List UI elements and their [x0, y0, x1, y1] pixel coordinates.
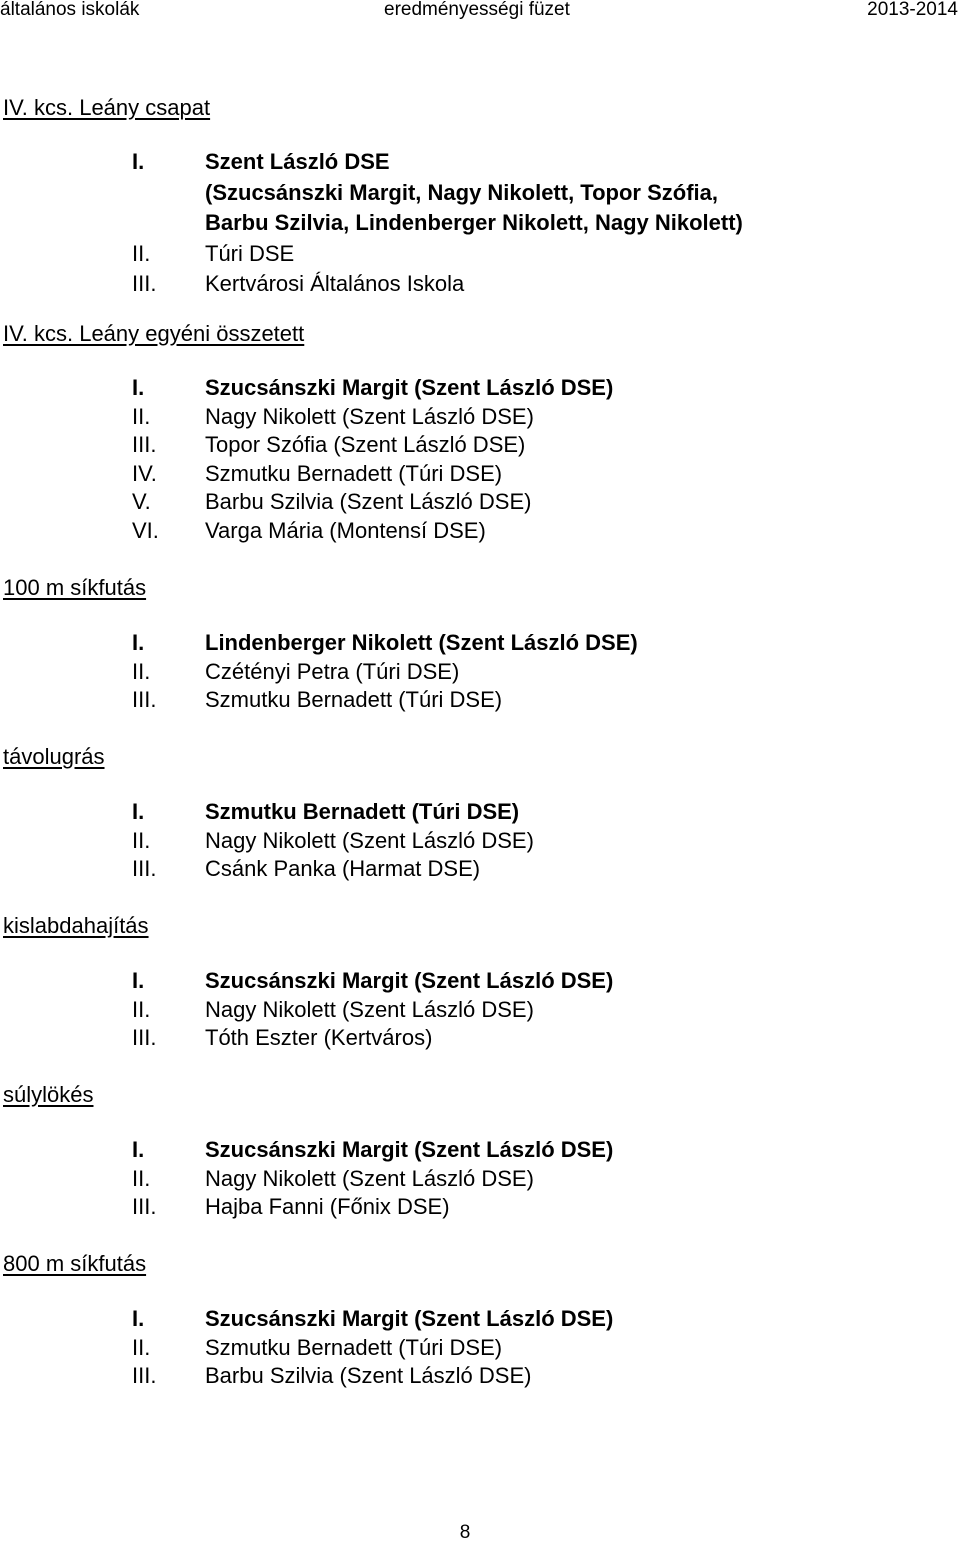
list-item [0, 827, 960, 856]
header-center: eredményességi füzet [384, 0, 570, 20]
rank: I. [132, 1306, 145, 1331]
list-item [0, 179, 960, 210]
list-item [0, 460, 960, 489]
page-header [0, 0, 960, 22]
section-list-800m [0, 1305, 960, 1391]
list-item [0, 403, 960, 432]
list-item [0, 270, 960, 301]
list-item [0, 240, 960, 271]
rank: I. [132, 149, 145, 174]
section-title-shot-put: súlylökés [3, 1082, 94, 1107]
rank: III. [132, 856, 157, 881]
section-title-ball-throw: kislabdahajítás [3, 913, 149, 938]
rank: II. [132, 827, 151, 853]
section-title-100m: 100 m síkfutás [3, 575, 147, 600]
list-item [0, 1362, 960, 1391]
rank: I. [132, 968, 145, 993]
list-item [0, 658, 960, 687]
section-list-long-jump [0, 798, 960, 884]
section-list-shot-put [0, 1136, 960, 1222]
rank: II. [132, 240, 151, 266]
list-item [0, 996, 960, 1025]
rank: VI. [132, 517, 159, 543]
list-item [0, 517, 960, 546]
list-item [0, 1165, 960, 1194]
rank: III. [132, 687, 157, 712]
section-title-team: IV. kcs. Leány csapat [3, 95, 211, 120]
result-text: Nagy Nikolett (Szent László DSE) [205, 996, 534, 1022]
list-item [0, 488, 960, 517]
result-text: Szmutku Bernadett (Túri DSE) [205, 799, 520, 824]
result-text: Szmutku Bernadett (Túri DSE) [205, 1334, 503, 1360]
list-item [0, 1193, 960, 1222]
section-list-individual [0, 374, 960, 545]
result-text: Szmutku Bernadett (Túri DSE) [205, 460, 503, 486]
list-item [0, 686, 960, 715]
list-item [0, 1305, 960, 1334]
result-text: Szucsánszki Margit (Szent László DSE) [205, 968, 614, 993]
rank: III. [132, 271, 157, 296]
section-title-long-jump: távolugrás [3, 744, 105, 769]
list-item [0, 629, 960, 658]
rank: I. [132, 1137, 145, 1162]
list-item [0, 209, 960, 240]
result-text: Nagy Nikolett (Szent László DSE) [205, 827, 534, 853]
result-text: Szucsánszki Margit (Szent László DSE) [205, 375, 614, 400]
rank: II. [132, 658, 151, 684]
result-text: Szmutku Bernadett (Túri DSE) [205, 687, 503, 712]
rank: II. [132, 996, 151, 1022]
result-text: Barbu Szilvia (Szent László DSE) [205, 1363, 532, 1388]
result-text: Barbu Szilvia (Szent László DSE) [205, 489, 532, 514]
result-text: Szucsánszki Margit (Szent László DSE) [205, 1306, 614, 1331]
rank: I. [132, 799, 145, 824]
rank: IV. [132, 460, 157, 486]
result-text: Barbu Szilvia, Lindenberger Nikolett, Nagy Nikolett) [205, 210, 743, 235]
result-text: Szent László DSE [205, 149, 390, 174]
list-item [0, 148, 960, 179]
section-list-team [0, 148, 960, 301]
header-right: 2013-2014 [867, 0, 958, 20]
rank: II. [132, 1165, 151, 1191]
result-text: Topor Szófia (Szent László DSE) [205, 432, 526, 457]
header-left: általános iskolák [0, 0, 140, 20]
result-text: (Szucsánszki Margit, Nagy Nikolett, Topor Szófia, [205, 179, 719, 205]
list-item [0, 1136, 960, 1165]
result-text: Kertvárosi Általános Iskola [205, 271, 465, 296]
list-item [0, 374, 960, 403]
result-text: Varga Mária (Montensí DSE) [205, 517, 486, 543]
result-text: Szucsánszki Margit (Szent László DSE) [205, 1137, 614, 1162]
result-text: Czétényi Petra (Túri DSE) [205, 658, 460, 684]
rank: II. [132, 403, 151, 429]
result-text: Túri DSE [205, 240, 295, 266]
section-list-ball-throw [0, 967, 960, 1053]
section-title-individual: IV. kcs. Leány egyéni összetett [3, 321, 305, 346]
rank: V. [132, 489, 151, 514]
section-title-800m: 800 m síkfutás [3, 1251, 147, 1276]
rank: III. [132, 1194, 157, 1219]
list-item [0, 1334, 960, 1363]
rank: I. [132, 375, 145, 400]
result-text: Csánk Panka (Harmat DSE) [205, 856, 481, 881]
rank: III. [132, 432, 157, 457]
rank: III. [132, 1025, 157, 1050]
result-text: Nagy Nikolett (Szent László DSE) [205, 403, 534, 429]
list-item [0, 798, 960, 827]
rank: III. [132, 1363, 157, 1388]
list-item [0, 855, 960, 884]
section-list-100m [0, 629, 960, 715]
result-text: Nagy Nikolett (Szent László DSE) [205, 1165, 534, 1191]
list-item [0, 967, 960, 996]
list-item [0, 1024, 960, 1053]
rank: II. [132, 1334, 151, 1360]
result-text: Tóth Eszter (Kertváros) [205, 1025, 433, 1050]
rank: I. [132, 630, 145, 655]
list-item [0, 431, 960, 460]
result-text: Hajba Fanni (Főnix DSE) [205, 1194, 450, 1219]
result-text: Lindenberger Nikolett (Szent László DSE) [205, 630, 638, 655]
page-number: 8 [459, 1522, 471, 1543]
